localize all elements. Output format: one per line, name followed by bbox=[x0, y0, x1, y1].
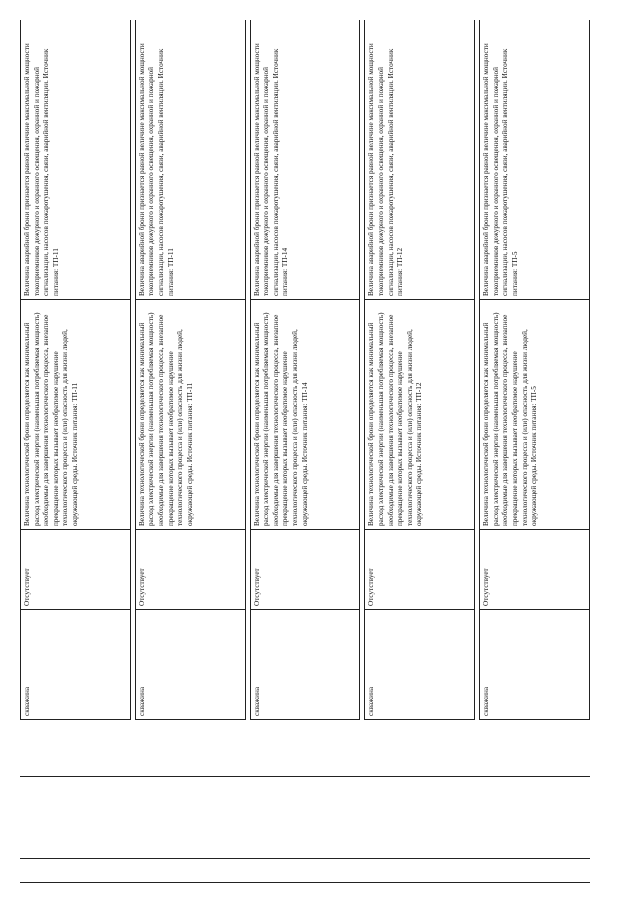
object-type-cell: скважина bbox=[365, 610, 475, 720]
object-type-cell: скважина bbox=[135, 610, 245, 720]
object-type-cell: скважина bbox=[21, 610, 131, 720]
object-type-cell: скважина bbox=[250, 610, 360, 720]
emergency-reserve-cell: Величина аварийной брони признается равной величине максимальной мощности токоприемников дежурного и охранного освещения, охранной и пожарной сигнализации, насосов пожаротушения, связи, аварийной вентиляции. Источник питания: ТП-11 bbox=[21, 20, 131, 300]
emergency-reserve-cell: Величина аварийной брони признается равной величине максимальной мощности токоприемников дежурного и охранного освещения, охранной и пожарной сигнализации, насосов пожаротушения, связи, аварийной вентиляции. Источник питания: ТП-5 bbox=[480, 20, 590, 300]
status-cell: Отсутствует bbox=[480, 530, 590, 610]
status-cell: Отсутствует bbox=[21, 530, 131, 610]
technological-reserve-cell: Величина технологической брони определяется как минимальный расход электрической энергии (наименьшая потребляемая мощность) необходимые для завершения технологического процесса, внезапное прекращение которых вызывает необратимое нарушение технологического процесса и (или) опасность для жизни людей, окружающей среды. Источник питания: ТП-12 bbox=[365, 300, 475, 530]
status-cell: Отсутствует bbox=[250, 530, 360, 610]
horizontal-rule bbox=[20, 858, 590, 859]
status-cell: Отсутствует bbox=[135, 530, 245, 610]
reservation-table bbox=[20, 20, 590, 720]
horizontal-rule bbox=[20, 882, 590, 883]
technological-reserve-cell: Величина технологической брони определяется как минимальный расход электрической энергии (наименьшая потребляемая мощность) необходимые для завершения технологического процесса, внезапное прекращение которых вызывает необратимое нарушение технологического процесса и (или) опасность для жизни людей, окружающей среды. Источник питания: ТП-5 bbox=[480, 300, 590, 530]
emergency-reserve-cell: Величина аварийной брони признается равной величине максимальной мощности токоприемников дежурного и охранного освещения, охранной и пожарной сигнализации, насосов пожаротушения, связи, аварийной вентиляции. Источник питания: ТП-14 bbox=[250, 20, 360, 300]
technological-reserve-cell: Величина технологической брони определяется как минимальный расход электрической энергии (наименьшая потребляемая мощность) необходимые для завершения технологического процесса, внезапное прекращение которых вызывает необратимое нарушение технологического процесса и (или) опасность для жизни людей, окружающей среды. Источник питания: ТП-14 bbox=[250, 300, 360, 530]
technological-reserve-cell: Величина технологической брони определяется как минимальный расход электрической энергии (наименьшая потребляемая мощность) необходимые для завершения технологического процесса, внезапное прекращение которых вызывает необратимое нарушение технологического процесса и (или) опасность для жизни людей, окружающей среды. Источник питания: ТП-11 bbox=[135, 300, 245, 530]
table-row bbox=[365, 20, 475, 720]
status-cell: Отсутствует bbox=[365, 530, 475, 610]
table-row bbox=[480, 20, 590, 720]
horizontal-rule bbox=[20, 776, 590, 777]
object-type-cell: скважина bbox=[480, 610, 590, 720]
emergency-reserve-cell: Величина аварийной брони признается равной величине максимальной мощности токоприемников дежурного и охранного освещения, охранной и пожарной сигнализации, насосов пожаротушения, связи, аварийной вентиляции. Источник питания: ТП-11 bbox=[135, 20, 245, 300]
table-row bbox=[21, 20, 131, 720]
rotated-page bbox=[20, 20, 590, 720]
table-row bbox=[135, 20, 245, 720]
table-row bbox=[250, 20, 360, 720]
emergency-reserve-cell: Величина аварийной брони признается равной величине максимальной мощности токоприемников дежурного и охранного освещения, охранной и пожарной сигнализации, насосов пожаротушения, связи, аварийной вентиляции. Источник питания: ТП-12 bbox=[365, 20, 475, 300]
technological-reserve-cell: Величина технологической брони определяется как минимальный расход электрической энергии (наименьшая потребляемая мощность) необходимые для завершения технологического процесса, внезапное прекращение которых вызывает необратимое нарушение технологического процесса и (или) опасность для жизни людей, окружающей среды. Источник питания: ТП-11 bbox=[21, 300, 131, 530]
